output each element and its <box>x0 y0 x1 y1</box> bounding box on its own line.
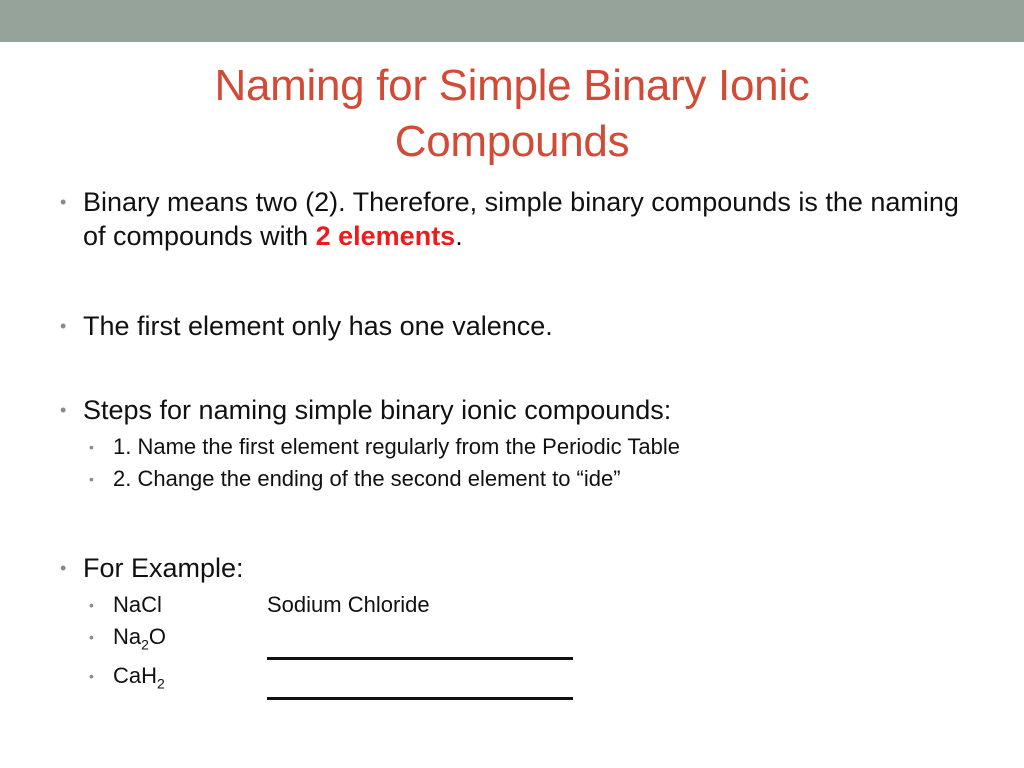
bullet-text: The first element only has one valence. <box>83 311 553 341</box>
sub-bullet-dot-icon: • <box>89 668 94 685</box>
bullet-dot-icon: • <box>60 558 67 578</box>
bullet-dot-icon: • <box>60 316 67 336</box>
sub-bullet-text: 2. Change the ending of the second element to “ide” <box>113 466 621 491</box>
sub-bullet-dot-icon: • <box>89 597 94 613</box>
bullet-steps <box>60 393 980 427</box>
title-line-1: Naming for Simple Binary Ionic <box>214 61 810 110</box>
sub-bullet-step-1 <box>89 431 980 463</box>
sub-bullet-text: 1. Name the first element regularly from the Periodic Table <box>113 434 680 459</box>
top-accent-bar <box>0 0 1024 42</box>
example-cah2 <box>89 660 980 699</box>
example-formula: CaH$_2$ <box>113 663 165 692</box>
sub-bullet-dot-icon: • <box>89 439 94 455</box>
example-answer: Sodium Chloride <box>267 592 430 617</box>
example-nacl <box>89 589 980 621</box>
bullet-binary-meaning <box>60 185 980 253</box>
slide-body <box>60 185 980 700</box>
answer-blank-line <box>267 673 573 700</box>
bullet-for-example <box>60 551 980 585</box>
sub-bullet-step-2 <box>89 463 980 495</box>
answer-blank-line <box>267 633 573 660</box>
title-line-2: Compounds <box>394 117 630 166</box>
bullet-first-element <box>60 309 980 343</box>
example-formula: NaCl <box>113 592 162 617</box>
sub-bullet-dot-icon: • <box>89 629 94 645</box>
bullet-dot-icon: • <box>60 400 67 420</box>
bullet-dot-icon: • <box>60 192 67 212</box>
example-formula: $Na_2O$ <box>113 624 167 653</box>
bullet-text: Steps for naming simple binary ionic compounds: <box>83 395 672 425</box>
bullet-period: . <box>455 221 463 251</box>
slide-title <box>0 58 1024 170</box>
highlight-2-elements: 2 elements <box>315 221 456 251</box>
bullet-text: Binary means two (2). Therefore, simple binary compounds is the naming of compounds with <box>83 187 959 251</box>
bullet-text: For Example: <box>83 553 244 583</box>
sub-bullet-dot-icon: • <box>89 471 94 487</box>
example-na2o <box>89 621 980 660</box>
